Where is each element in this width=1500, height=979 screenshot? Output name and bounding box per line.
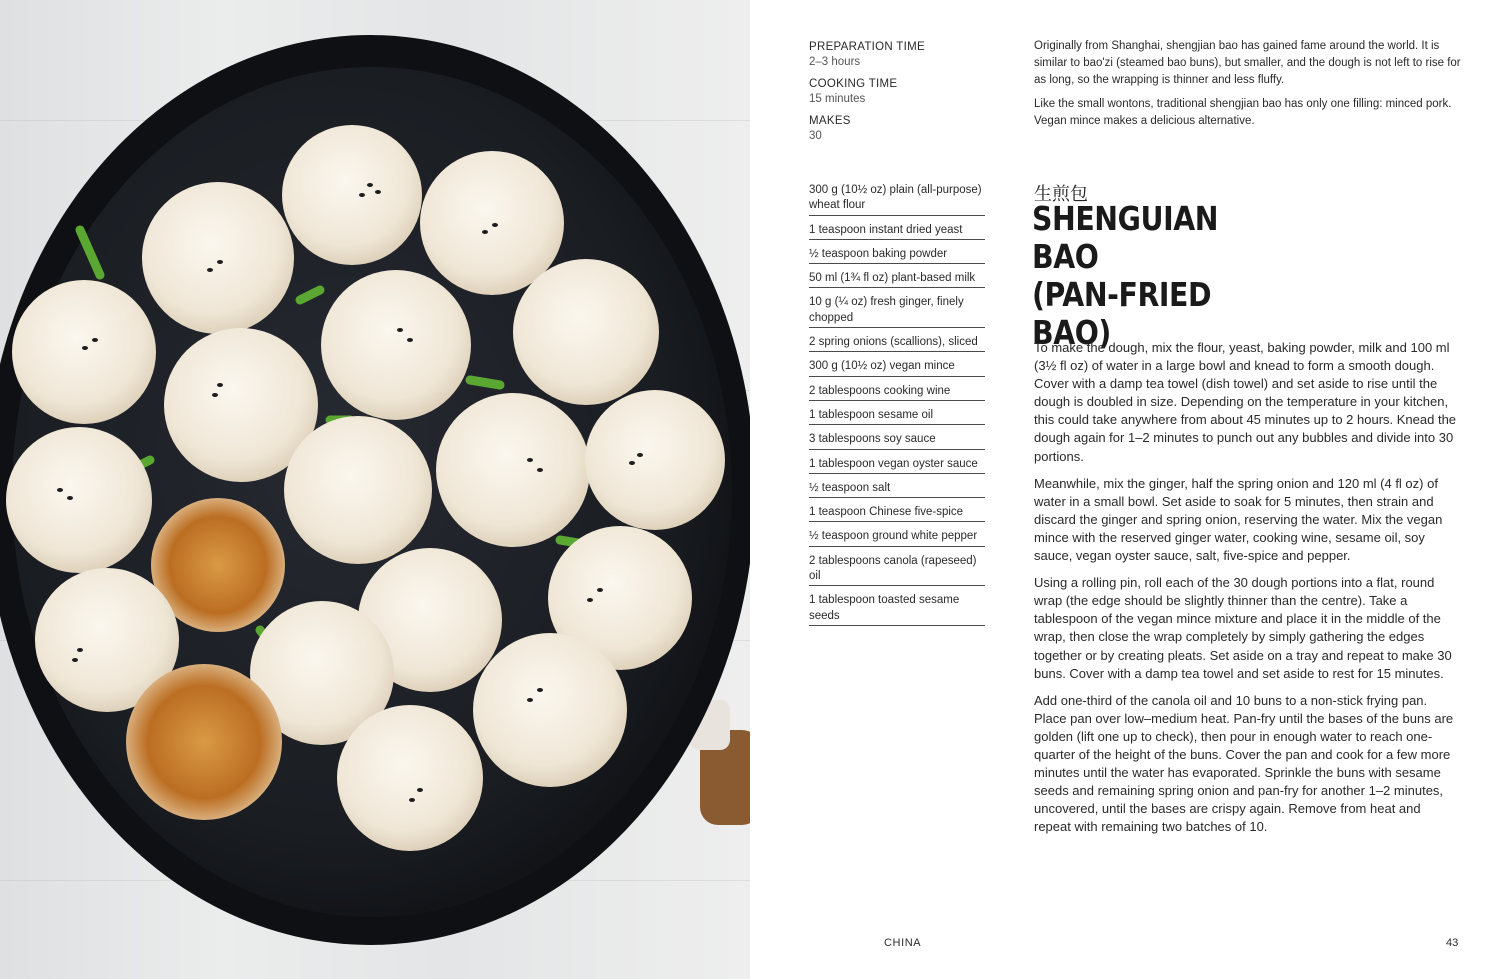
ingredient-item: 2 tablespoons canola (rapeseed) oil [809,553,985,587]
bun [337,705,483,851]
ingredient-item: 1 tablespoon toasted sesame seeds [809,592,985,626]
bun [6,427,152,573]
method-paragraph: Add one-third of the canola oil and 10 buns to a non-stick frying pan. Place pan over low–medium heat. Pan-fry until the bases of the buns are golden (lift one up to check), then pour in enough water to reach one-quarter of the height of the buns. Cover the pan and cook for a few more minutes until the water has evaporated. Sprinkle the buns with sesame seeds and remaining spring onion and pan-fry for another 1–2 minutes, uncovered, until the bases are crispy again. Remove from heat and repeat with remaining two batches of 10. [1034,692,1454,835]
method-paragraph: To make the dough, mix the flour, yeast, baking powder, milk and 100 ml (3½ fl oz) of water in a large bowl and knead to form a smooth dough. Cover with a damp tea towel (dish towel) and set aside to rise until the dough is doubled in size. Depending on the temperature in your kitchen, this could take anywhere from about 45 minutes up to 2 hours. Knead the dough again for 1–2 minutes to punch out any bubbles and divide into 30 portions. [1034,340,1457,464]
cooking-time-label: COOKING TIME [809,78,898,90]
prep-time-label: PREPARATION TIME [809,41,925,53]
ingredient-item: 1 tablespoon vegan oyster sauce [809,456,985,474]
bun [282,125,422,265]
ingredient-item: 300 g (10½ oz) plain (all-purpose) wheat flour [809,182,985,216]
method-steps [1034,339,1460,845]
ingredient-item: 1 teaspoon instant dried yeast [809,222,985,240]
cooking-time [809,77,897,107]
page-number: 43 [1446,937,1459,949]
bun [420,151,564,295]
bun [473,633,627,787]
intro-paragraph-1: Originally from Shanghai, shengjian bao has gained fame around the world. It is similar to bao'zi (steamed bao buns), but smaller, and the dough is not left to rise for as long, so the wrapping is thinner and less fluffy. [1034,40,1461,86]
ingredient-item: ½ teaspoon baking powder [809,246,985,264]
ingredient-item: ½ teaspoon salt [809,480,985,498]
makes [809,114,851,144]
ingredient-item: 2 spring onions (scallions), sliced [809,334,985,352]
recipe-title-line-2: (PAN-FRIED BAO) [1032,275,1212,352]
makes-value: 30 [809,130,822,142]
ingredients-list [809,182,985,632]
ingredient-item: 1 tablespoon sesame oil [809,407,985,425]
ingredient-item: 10 g (¼ oz) fresh ginger, finely chopped [809,294,985,328]
bun [585,390,725,530]
method-paragraph: Meanwhile, mix the ginger, half the spring onion and 120 ml (4 fl oz) of water in a small bowl. Set aside to soak for 5 minutes, then strain and discard the ginger and spring onion, reserving the water. Mix the vegan mince with the reserved ginger water, cooking wine, sesame oil, soy sauce, vegan oyster sauce, salt, five-spice and pepper. [1034,475,1443,564]
ingredient-item: ½ teaspoon ground white pepper [809,528,985,546]
bun [142,182,294,334]
prep-time-value: 2–3 hours [809,56,861,68]
recipe-title-line-1: SHENGUIAN BAO [1032,199,1219,276]
bun [12,280,156,424]
bun [284,416,432,564]
makes-label: MAKES [809,115,851,127]
recipe-title [1032,200,1290,352]
ingredient-item: 3 tablespoons soy sauce [809,431,985,449]
chinese-title: 生煎包 [1034,184,1088,205]
ingredient-item: 50 ml (1¾ fl oz) plant-based milk [809,270,985,288]
bun [126,664,282,820]
ingredient-item: 2 tablespoons cooking wine [809,383,985,401]
intro-paragraph-2: Like the small wontons, traditional shengjian bao has only one filling: minced pork. Vegan mince makes a delicious alternative. [1034,98,1452,127]
cooking-time-value: 15 minutes [809,93,866,105]
ingredient-item: 1 teaspoon Chinese five-spice [809,504,985,522]
ingredient-item: 300 g (10½ oz) vegan mince [809,358,985,376]
footer-section-name: CHINA [884,937,922,949]
bun [321,270,471,420]
prep-time [809,40,925,70]
method-paragraph: Using a rolling pin, roll each of the 30 dough portions into a flat, round wrap (the edge should be slightly thinner than the centre). Take a tablespoon of the vegan mince mixture and place it in the middle of the wrap, then close the wrap completely by simply gathering the edges together or by creating pleats. Set aside on a tray and repeat to make 30 buns. Cover with a damp tea towel and set aside to rest for 15 minutes. [1034,575,1452,681]
bun [513,259,659,405]
bun [436,393,590,547]
